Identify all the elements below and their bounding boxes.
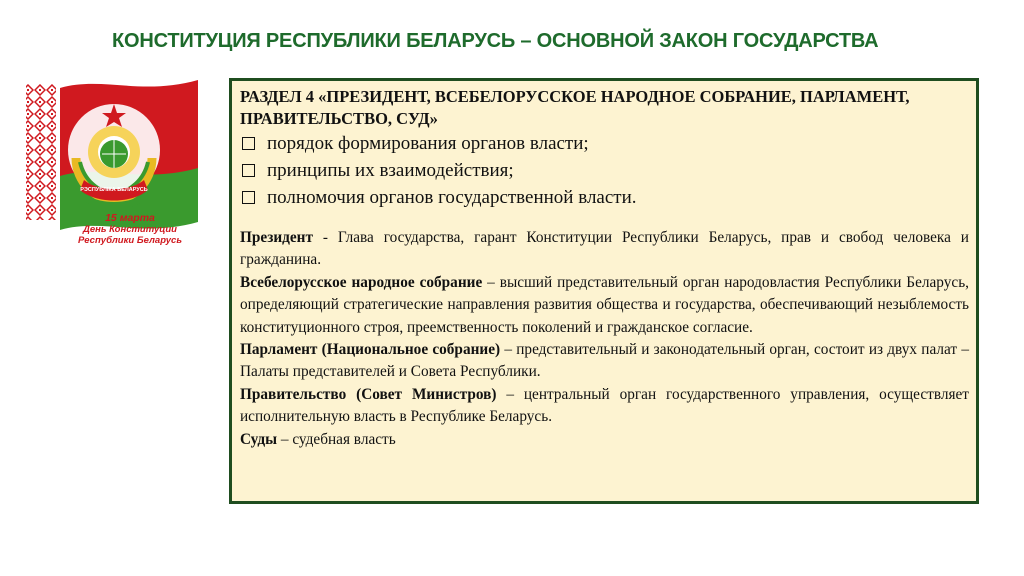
- section-heading: РАЗДЕЛ 4 «ПРЕЗИДЕНТ, ВСЕБЕЛОРУССКОЕ НАРОДНОЕ СОБРАНИЕ, ПАРЛАМЕНТ, ПРАВИТЕЛЬСТВО, СУД»: [240, 87, 910, 128]
- emblem-ribbon-text: РЭСПУБЛІКА БЕЛАРУСЬ: [80, 187, 148, 193]
- list-item: [240, 157, 969, 184]
- caption-date: 15 марта: [105, 212, 155, 224]
- bullet-text: принципы их взаимодействия;: [267, 160, 514, 181]
- bullet-text: полномочия органов государственной власти.: [267, 187, 637, 208]
- definition-text: - Глава государства, гарант Конституции Республики Беларусь, прав и свобод человека и гражданина.: [240, 229, 969, 269]
- checkbox-bullet-icon: [242, 137, 255, 150]
- definition-text: – судебная власть: [277, 430, 396, 448]
- checkbox-bullet-icon: [242, 191, 255, 204]
- slide-title: КОНСТИТУЦИЯ РЕСПУБЛИКИ БЕЛАРУСЬ – ОСНОВНОЙ ЗАКОН ГОСУДАРСТВА: [112, 30, 879, 52]
- definition-courts: [240, 429, 969, 451]
- bullet-text: порядок формирования органов власти;: [267, 133, 589, 154]
- bullet-list: [240, 130, 969, 211]
- content-box: [229, 78, 979, 504]
- checkbox-bullet-icon: [242, 164, 255, 177]
- definition-term: Всебелорусское народное собрание: [240, 273, 483, 291]
- list-item: [240, 130, 969, 157]
- emblem-caption: [60, 213, 200, 246]
- definition-term: Президент: [240, 229, 314, 246]
- definition-president: [240, 227, 969, 272]
- definition-text: – высший представительный орган народовластия Республики Беларусь, определяющий стратегические направления развития общества и государства, обеспечивающий незыблемость конституционного строя, преемственность поколений и гражданское согласие.: [240, 273, 969, 336]
- definition-parliament: [240, 339, 969, 384]
- caption-line3: Республики Беларусь: [78, 235, 182, 246]
- caption-line2: День Конституции: [83, 224, 177, 235]
- definition-term: Правительство (Совет Министров): [240, 385, 497, 403]
- definition-term: Парламент (Национальное собрание): [240, 341, 501, 359]
- definition-government: [240, 384, 969, 429]
- definition-text: – центральный орган государственного управления, осуществляет исполнительную власть в Республике Беларусь.: [240, 385, 969, 426]
- definition-text: – представительный и законодательный орган, состоит из двух палат – Палаты представителей и Совета Республики.: [240, 341, 970, 381]
- list-item: [240, 184, 969, 211]
- definition-assembly: [240, 272, 969, 339]
- definition-term: Суды: [240, 430, 278, 448]
